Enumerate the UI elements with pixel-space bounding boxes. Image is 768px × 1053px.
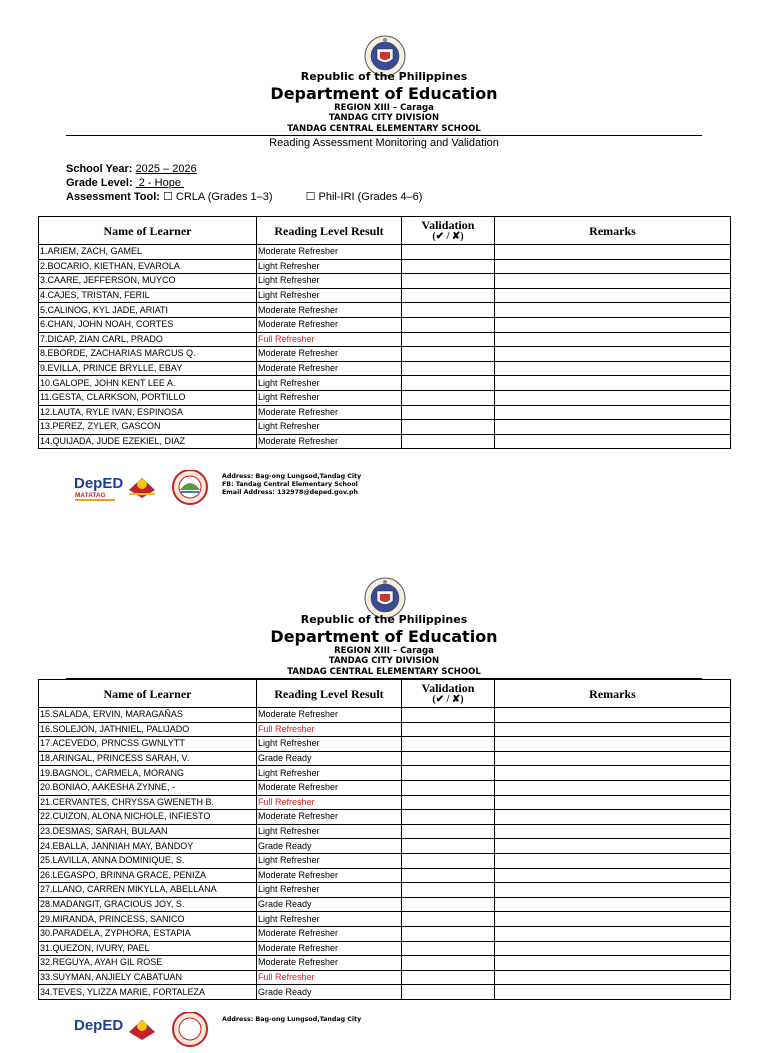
table-row — [39, 985, 731, 1000]
learner-name-cell: 5.CALINOG, KYL JADE, ARIATI — [39, 303, 257, 318]
crla-checkbox[interactable]: ☐ CRLA (Grades 1–3) — [163, 191, 273, 203]
footer-address: Address: Bag-ong Lungsod,Tandag City — [222, 473, 362, 480]
reading-result-cell: Light Refresher — [257, 853, 402, 868]
validation-cell[interactable] — [402, 780, 495, 795]
remarks-cell[interactable] — [495, 361, 731, 376]
reading-result-cell: Light Refresher — [257, 259, 402, 274]
learner-name-cell: 26.LEGASPO, BRINNA GRACE, PENIZA — [39, 868, 257, 883]
remarks-cell[interactable] — [495, 810, 731, 825]
validation-cell[interactable] — [402, 839, 495, 854]
name-column-header: Name of Learner — [39, 680, 257, 708]
learner-rows-page-2 — [39, 708, 731, 1000]
remarks-column-header: Remarks — [495, 217, 731, 245]
remarks-column-header: Remarks — [495, 680, 731, 708]
footer-address: Address: Bag-ong Lungsod,Tandag City — [222, 1016, 362, 1023]
reading-result-cell: Moderate Refresher — [257, 347, 402, 362]
table-header-row — [39, 680, 731, 708]
validation-cell[interactable] — [402, 405, 495, 420]
validation-header-label: Validation — [421, 217, 475, 232]
learner-name-cell: 29.MIRANDA, PRINCESS, SANICO — [39, 912, 257, 927]
learner-name-cell: 10.GALOPE, JOHN KENT LEE A. — [39, 376, 257, 391]
grade-level-label: Grade Level: — [66, 177, 133, 189]
validation-cell[interactable] — [402, 897, 495, 912]
table-row — [39, 376, 731, 391]
division-heading: TANDAG CITY DIVISION — [328, 656, 440, 666]
reading-result-cell: Light Refresher — [257, 288, 402, 303]
reading-result-cell: Moderate Refresher — [257, 303, 402, 318]
learner-name-cell: 32.REGUYA, AYAH GIL ROSE — [39, 956, 257, 971]
remarks-cell[interactable] — [495, 245, 731, 260]
grade-level-value: 2 - Hope — [135, 177, 185, 189]
phil-iri-checkbox[interactable]: ☐ Phil-IRI (Grades 4–6) — [305, 191, 423, 203]
footer-email: Email Address: 132978@deped.gov.ph — [222, 489, 358, 496]
learner-name-cell: 33.SUYMAN, ANJIELY CABATUAN — [39, 970, 257, 985]
reading-result-cell: Light Refresher — [257, 737, 402, 752]
validation-cell[interactable] — [402, 288, 495, 303]
table-row — [39, 405, 731, 420]
remarks-cell[interactable] — [495, 332, 731, 347]
table-row — [39, 926, 731, 941]
table-header-row — [39, 217, 731, 245]
remarks-cell[interactable] — [495, 941, 731, 956]
reading-result-cell: Light Refresher — [257, 274, 402, 289]
table-row — [39, 303, 731, 318]
learner-name-cell: 21.CERVANTES, CHRYSSA GWENETH B. — [39, 795, 257, 810]
deped-logo: DepED — [74, 475, 124, 492]
reading-result-cell: Moderate Refresher — [257, 956, 402, 971]
learner-name-cell: 19.BAGNOL, CARMELA, MORANG — [39, 766, 257, 781]
remarks-cell[interactable] — [495, 751, 731, 766]
remarks-cell[interactable] — [495, 970, 731, 985]
footer-logos-icon — [72, 470, 222, 506]
document-subtitle: Reading Assessment Monitoring and Validation — [269, 137, 499, 149]
validation-cell[interactable] — [402, 361, 495, 376]
remarks-cell[interactable] — [495, 883, 731, 898]
remarks-cell[interactable] — [495, 303, 731, 318]
learner-name-cell: 22.CUIZON, ALONA NICHOLE, INFIESTO — [39, 810, 257, 825]
validation-cell[interactable] — [402, 303, 495, 318]
reading-result-cell: Moderate Refresher — [257, 361, 402, 376]
reading-result-cell: Moderate Refresher — [257, 245, 402, 260]
grade-level-row — [66, 177, 184, 190]
remarks-cell[interactable] — [495, 766, 731, 781]
table-row — [39, 274, 731, 289]
document-page-2 — [0, 540, 768, 1034]
learner-name-cell: 27.LLANO, CARREN MIKYLLA, ABELLANA — [39, 883, 257, 898]
validation-header-marks: (✔ / ✘) — [432, 693, 464, 705]
validation-column-header — [402, 217, 495, 245]
validation-cell[interactable] — [402, 751, 495, 766]
footer-address-block — [222, 473, 361, 497]
learner-name-cell: 8.EBORDE, ZACHARIAS MARCUS Q. — [39, 347, 257, 362]
division-heading: TANDAG CITY DIVISION — [328, 113, 440, 123]
reading-result-cell: Grade Ready — [257, 839, 402, 854]
reading-result-cell: Moderate Refresher — [257, 780, 402, 795]
table-row — [39, 853, 731, 868]
validation-cell[interactable] — [402, 985, 495, 1000]
table-row — [39, 751, 731, 766]
table-row — [39, 810, 731, 825]
validation-cell[interactable] — [402, 347, 495, 362]
reading-result-cell: Light Refresher — [257, 420, 402, 435]
reading-result-cell: Grade Ready — [257, 985, 402, 1000]
republic-heading: Republic of the Philippines — [300, 70, 468, 83]
remarks-cell[interactable] — [495, 420, 731, 435]
republic-heading: Republic of the Philippines — [300, 613, 468, 626]
remarks-cell[interactable] — [495, 912, 731, 927]
school-year-value: 2025 – 2026 — [135, 163, 197, 175]
remarks-cell[interactable] — [495, 824, 731, 839]
learner-name-cell: 12.LAUTA, RYLE IVAN, ESPINOSA — [39, 405, 257, 420]
validation-cell[interactable] — [402, 970, 495, 985]
reading-result-cell: Moderate Refresher — [257, 868, 402, 883]
validation-cell[interactable] — [402, 245, 495, 260]
reading-result-cell: Full Refresher — [257, 970, 402, 985]
reading-result-cell: Moderate Refresher — [257, 434, 402, 449]
table-row — [39, 259, 731, 274]
validation-cell[interactable] — [402, 259, 495, 274]
department-heading: Department of Education — [270, 627, 498, 646]
remarks-cell[interactable] — [495, 390, 731, 405]
validation-cell[interactable] — [402, 332, 495, 347]
learner-name-cell: 6.CHAN, JOHN NOAH, CORTES — [39, 317, 257, 332]
table-row — [39, 737, 731, 752]
validation-cell[interactable] — [402, 737, 495, 752]
learner-name-cell: 28.MADANGIT, GRACIOUS JOY, S. — [39, 897, 257, 912]
footer-logos — [72, 470, 222, 506]
footer-logos-icon — [72, 1012, 222, 1048]
reading-result-cell: Light Refresher — [257, 912, 402, 927]
learner-name-cell: 15.SALADA, ERVIN, MARAGAÑAS — [39, 708, 257, 723]
matatag-logo: MATATAG — [75, 492, 106, 499]
school-heading: TANDAG CENTRAL ELEMENTARY SCHOOL — [287, 124, 481, 134]
validation-cell[interactable] — [402, 956, 495, 971]
table-row — [39, 708, 731, 723]
table-row — [39, 912, 731, 927]
footer-address-block — [222, 1016, 361, 1024]
learner-name-cell: 2.BOCARIO, KIETHAN, EVAROLA — [39, 259, 257, 274]
validation-cell[interactable] — [402, 941, 495, 956]
school-year-row — [66, 163, 197, 176]
validation-cell[interactable] — [402, 824, 495, 839]
remarks-cell[interactable] — [495, 708, 731, 723]
learner-name-cell: 24.EBALLA, JANNIAH MAY, BANDOY — [39, 839, 257, 854]
table-row — [39, 839, 731, 854]
validation-header-label: Validation — [421, 680, 475, 695]
table-row — [39, 780, 731, 795]
assessment-tool-label: Assessment Tool: — [66, 191, 160, 203]
table-row — [39, 941, 731, 956]
validation-cell[interactable] — [402, 883, 495, 898]
reading-result-cell: Light Refresher — [257, 766, 402, 781]
validation-cell[interactable] — [402, 722, 495, 737]
table-row — [39, 361, 731, 376]
remarks-cell[interactable] — [495, 956, 731, 971]
header-rule — [66, 135, 702, 136]
validation-cell[interactable] — [402, 434, 495, 449]
remarks-cell[interactable] — [495, 737, 731, 752]
assessment-tool-row — [66, 191, 422, 204]
validation-cell[interactable] — [402, 853, 495, 868]
learner-name-cell: 23.DESMAS, SARAH, BULAAN — [39, 824, 257, 839]
remarks-cell[interactable] — [495, 317, 731, 332]
reading-result-cell: Light Refresher — [257, 376, 402, 391]
table-row — [39, 245, 731, 260]
learner-name-cell: 7.DICAP, ZIAN CARL, PRADO — [39, 332, 257, 347]
remarks-cell[interactable] — [495, 853, 731, 868]
reading-result-cell: Moderate Refresher — [257, 941, 402, 956]
remarks-cell[interactable] — [495, 405, 731, 420]
validation-cell[interactable] — [402, 708, 495, 723]
region-heading: REGION XIII – Caraga — [334, 103, 434, 113]
table-row — [39, 956, 731, 971]
learner-name-cell: 4.CAJES, TRISTAN, FERIL — [39, 288, 257, 303]
table-row — [39, 970, 731, 985]
table-row — [39, 722, 731, 737]
learner-name-cell: 18.ARINGAL, PRINCESS SARAH, V. — [39, 751, 257, 766]
learner-name-cell: 25.LAVILLA, ANNA DOMINIQUE, S. — [39, 853, 257, 868]
table-row — [39, 390, 731, 405]
table-row — [39, 317, 731, 332]
result-column-header: Reading Level Result — [257, 217, 402, 245]
remarks-cell[interactable] — [495, 839, 731, 854]
learner-name-cell: 17.ACEVEDO, PRNCSS GWNLYTT — [39, 737, 257, 752]
validation-cell[interactable] — [402, 274, 495, 289]
remarks-cell[interactable] — [495, 274, 731, 289]
learner-table-page-1 — [38, 216, 731, 449]
validation-cell[interactable] — [402, 810, 495, 825]
validation-header-marks: (✔ / ✘) — [432, 230, 464, 242]
remarks-cell[interactable] — [495, 259, 731, 274]
validation-cell[interactable] — [402, 868, 495, 883]
remarks-cell[interactable] — [495, 985, 731, 1000]
reading-result-cell: Full Refresher — [257, 722, 402, 737]
region-heading: REGION XIII – Caraga — [334, 646, 434, 656]
remarks-cell[interactable] — [495, 868, 731, 883]
table-row — [39, 883, 731, 898]
remarks-cell[interactable] — [495, 288, 731, 303]
validation-cell[interactable] — [402, 390, 495, 405]
learner-name-cell: 16.SOLEJON, JATHNIEL, PALIJADO — [39, 722, 257, 737]
validation-column-header — [402, 680, 495, 708]
remarks-cell[interactable] — [495, 780, 731, 795]
footer-logos — [72, 1012, 222, 1048]
table-row — [39, 766, 731, 781]
remarks-cell[interactable] — [495, 347, 731, 362]
school-year-label: School Year: — [66, 163, 133, 175]
table-row — [39, 824, 731, 839]
reading-result-cell: Grade Ready — [257, 751, 402, 766]
learner-name-cell: 1.ARIEM, ZACH, GAMEL — [39, 245, 257, 260]
learner-table-page-2 — [38, 679, 731, 1000]
footer-fb: FB: Tandag Central Elementary School — [222, 481, 358, 488]
learner-name-cell: 20.BONIAO, AAKESHA ZYNNE, - — [39, 780, 257, 795]
remarks-cell[interactable] — [495, 722, 731, 737]
school-heading: TANDAG CENTRAL ELEMENTARY SCHOOL — [287, 667, 481, 677]
table-row — [39, 868, 731, 883]
reading-result-cell: Moderate Refresher — [257, 708, 402, 723]
learner-rows-page-1 — [39, 245, 731, 449]
learner-name-cell: 14.QUIJADA, JUDE EZEKIEL, DIAZ — [39, 434, 257, 449]
learner-name-cell: 30.PARADELA, ZYPHORA, ESTAPIA — [39, 926, 257, 941]
learner-name-cell: 9.EVILLA, PRINCE BRYLLE, EBAY — [39, 361, 257, 376]
department-heading: Department of Education — [270, 84, 498, 103]
learner-name-cell: 13.PEREZ, ZYLER, GASCON — [39, 420, 257, 435]
learner-name-cell: 31.QUEZON, IVURY, PAEL — [39, 941, 257, 956]
reading-result-cell: Light Refresher — [257, 390, 402, 405]
learner-name-cell: 3.CAARE, JEFFERSON, MUYCO — [39, 274, 257, 289]
reading-result-cell: Light Refresher — [257, 824, 402, 839]
table-row — [39, 795, 731, 810]
remarks-cell[interactable] — [495, 897, 731, 912]
reading-result-cell: Grade Ready — [257, 897, 402, 912]
reading-result-cell: Light Refresher — [257, 883, 402, 898]
reading-result-cell: Moderate Refresher — [257, 405, 402, 420]
remarks-cell[interactable] — [495, 434, 731, 449]
result-column-header: Reading Level Result — [257, 680, 402, 708]
reading-result-cell: Moderate Refresher — [257, 926, 402, 941]
table-row — [39, 288, 731, 303]
table-row — [39, 347, 731, 362]
reading-result-cell: Moderate Refresher — [257, 317, 402, 332]
validation-cell[interactable] — [402, 912, 495, 927]
validation-cell[interactable] — [402, 795, 495, 810]
learner-name-cell: 34.TEVES, YLIZZA MARIE, FORTALEZA — [39, 985, 257, 1000]
reading-result-cell: Full Refresher — [257, 795, 402, 810]
table-row — [39, 897, 731, 912]
name-column-header: Name of Learner — [39, 217, 257, 245]
validation-cell[interactable] — [402, 766, 495, 781]
table-row — [39, 332, 731, 347]
remarks-cell[interactable] — [495, 795, 731, 810]
validation-cell[interactable] — [402, 317, 495, 332]
remarks-cell[interactable] — [495, 376, 731, 391]
reading-result-cell: Moderate Refresher — [257, 810, 402, 825]
learner-name-cell: 11.GESTA, CLARKSON, PORTILLO — [39, 390, 257, 405]
validation-cell[interactable] — [402, 420, 495, 435]
table-row — [39, 420, 731, 435]
validation-cell[interactable] — [402, 926, 495, 941]
remarks-cell[interactable] — [495, 926, 731, 941]
reading-result-cell: Full Refresher — [257, 332, 402, 347]
deped-logo: DepED — [74, 1017, 124, 1034]
table-row — [39, 434, 731, 449]
validation-cell[interactable] — [402, 376, 495, 391]
